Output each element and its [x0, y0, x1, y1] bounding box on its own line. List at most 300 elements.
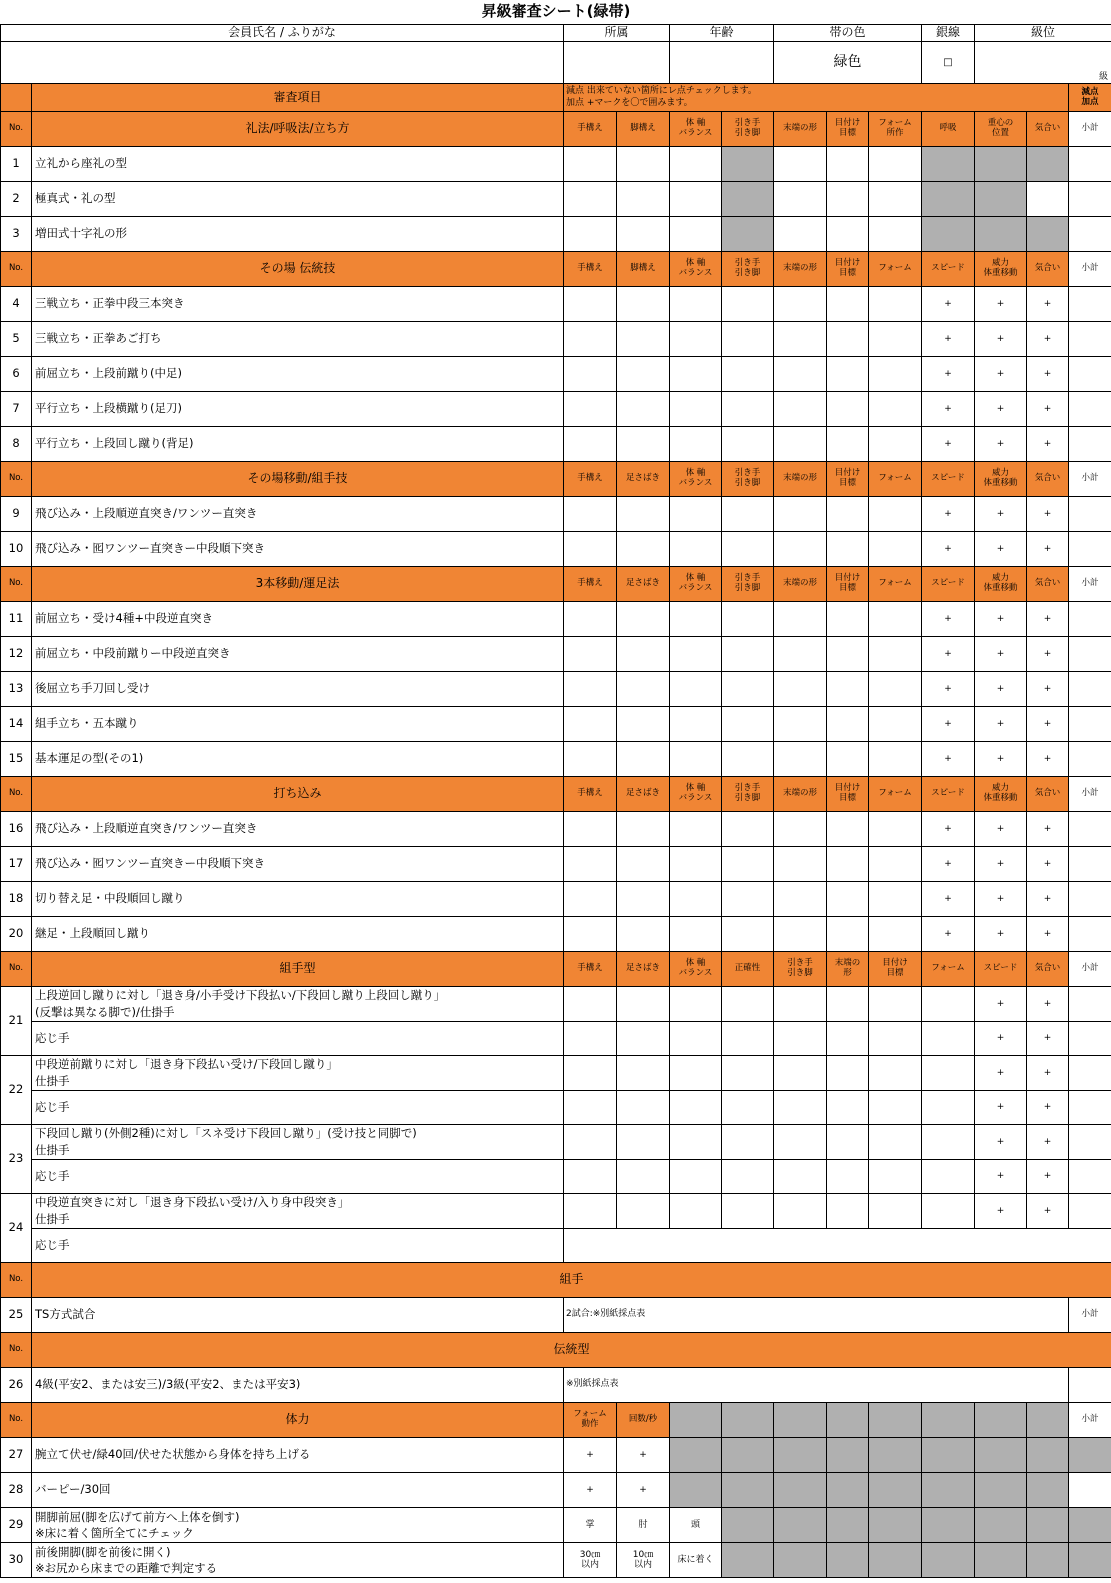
- score-cell[interactable]: [827, 1125, 869, 1160]
- subtotal-cell[interactable]: [1069, 1368, 1111, 1403]
- score-cell[interactable]: +: [975, 357, 1027, 392]
- score-cell[interactable]: [564, 392, 617, 427]
- score-cell[interactable]: +: [975, 707, 1027, 742]
- score-cell[interactable]: [774, 182, 827, 217]
- subtotal-cell[interactable]: [1069, 497, 1111, 532]
- score-cell[interactable]: [722, 707, 774, 742]
- score-cell[interactable]: [869, 812, 922, 847]
- age-field[interactable]: [670, 42, 774, 84]
- score-cell[interactable]: [617, 427, 670, 462]
- check-option[interactable]: 掌: [564, 1508, 617, 1543]
- exam-item: 飛び込み・上段順逆直突き/ワンツー直突き: [32, 497, 564, 532]
- score-cell[interactable]: [827, 987, 869, 1022]
- score-cell[interactable]: [869, 672, 922, 707]
- score-cell[interactable]: [827, 427, 869, 462]
- score-cell[interactable]: +: [922, 497, 975, 532]
- score-cell[interactable]: +: [975, 602, 1027, 637]
- score-cell[interactable]: [617, 882, 670, 917]
- score-cell[interactable]: [722, 1194, 774, 1229]
- score-cell[interactable]: [869, 497, 922, 532]
- score-cell[interactable]: [564, 1194, 617, 1229]
- score-cell[interactable]: [827, 147, 869, 182]
- score-cell[interactable]: [774, 1194, 827, 1229]
- score-cell[interactable]: +: [1027, 742, 1069, 777]
- score-cell[interactable]: [564, 217, 617, 252]
- score-cell[interactable]: [722, 742, 774, 777]
- score-cell[interactable]: [617, 1125, 670, 1160]
- score-cell[interactable]: +: [975, 742, 1027, 777]
- member-name-field[interactable]: [1, 42, 564, 84]
- subtotal-cell[interactable]: [1069, 1125, 1111, 1160]
- subtotal-cell[interactable]: [1069, 672, 1111, 707]
- score-cell[interactable]: [922, 1125, 975, 1160]
- score-cell[interactable]: [722, 987, 774, 1022]
- score-cell[interactable]: [564, 1091, 617, 1125]
- score-cell[interactable]: [722, 847, 774, 882]
- score-cell[interactable]: [869, 532, 922, 567]
- subtotal-cell[interactable]: [1069, 532, 1111, 567]
- score-cell[interactable]: +: [1027, 322, 1069, 357]
- score-cell[interactable]: +: [975, 812, 1027, 847]
- score-cell[interactable]: [617, 1194, 670, 1229]
- score-cell[interactable]: [827, 602, 869, 637]
- score-cell[interactable]: +: [922, 287, 975, 322]
- subtotal-cell[interactable]: [1069, 427, 1111, 462]
- score-cell[interactable]: +: [975, 1194, 1027, 1229]
- score-cell[interactable]: +: [922, 847, 975, 882]
- score-cell[interactable]: [617, 287, 670, 322]
- score-cell[interactable]: +: [975, 427, 1027, 462]
- score-cell[interactable]: [722, 1125, 774, 1160]
- disabled-cell: [722, 1508, 774, 1543]
- score-cell[interactable]: [1027, 182, 1069, 217]
- score-cell[interactable]: [827, 1091, 869, 1125]
- check-option[interactable]: 肘: [617, 1508, 670, 1543]
- score-cell[interactable]: [774, 882, 827, 917]
- score-cell[interactable]: [722, 427, 774, 462]
- score-cell[interactable]: [774, 147, 827, 182]
- score-cell[interactable]: +: [922, 917, 975, 952]
- score-cell[interactable]: +: [922, 602, 975, 637]
- score-cell[interactable]: [670, 1194, 722, 1229]
- score-cell[interactable]: [617, 672, 670, 707]
- score-cell[interactable]: +: [1027, 987, 1069, 1022]
- score-cell[interactable]: [617, 742, 670, 777]
- score-cell[interactable]: [670, 357, 722, 392]
- score-cell[interactable]: +: [1027, 812, 1069, 847]
- score-cell[interactable]: [617, 812, 670, 847]
- score-cell[interactable]: +: [922, 322, 975, 357]
- score-cell[interactable]: +: [564, 1438, 617, 1473]
- score-cell[interactable]: [564, 812, 617, 847]
- score-cell[interactable]: +: [1027, 672, 1069, 707]
- score-cell[interactable]: [774, 532, 827, 567]
- score-cell[interactable]: [564, 672, 617, 707]
- score-cell[interactable]: [670, 637, 722, 672]
- score-cell[interactable]: [670, 322, 722, 357]
- score-cell[interactable]: [617, 1022, 670, 1056]
- score-cell[interactable]: [827, 672, 869, 707]
- score-cell[interactable]: [827, 882, 869, 917]
- subtotal-cell[interactable]: [1069, 357, 1111, 392]
- score-cell[interactable]: [564, 147, 617, 182]
- score-cell[interactable]: [722, 392, 774, 427]
- score-cell[interactable]: [774, 1022, 827, 1056]
- score-cell[interactable]: [617, 217, 670, 252]
- subtotal-cell[interactable]: [1069, 392, 1111, 427]
- score-cell[interactable]: [722, 357, 774, 392]
- check-option[interactable]: 床に着く: [670, 1543, 722, 1578]
- score-cell[interactable]: [922, 1022, 975, 1056]
- score-cell[interactable]: [827, 707, 869, 742]
- score-cell[interactable]: +: [564, 1473, 617, 1508]
- subtotal-cell[interactable]: [1069, 287, 1111, 322]
- score-cell[interactable]: [922, 1194, 975, 1229]
- score-cell[interactable]: [670, 497, 722, 532]
- score-cell[interactable]: [670, 392, 722, 427]
- score-cell[interactable]: [670, 987, 722, 1022]
- score-cell[interactable]: [869, 882, 922, 917]
- affiliation-field[interactable]: [564, 42, 670, 84]
- score-cell[interactable]: [670, 1022, 722, 1056]
- score-cell[interactable]: [774, 1056, 827, 1091]
- subtotal-cell[interactable]: [1069, 1022, 1111, 1056]
- score-cell[interactable]: [670, 742, 722, 777]
- score-cell[interactable]: [774, 1091, 827, 1125]
- score-cell[interactable]: +: [975, 882, 1027, 917]
- subtotal-cell[interactable]: [1069, 147, 1111, 182]
- score-cell[interactable]: [774, 217, 827, 252]
- score-cell[interactable]: [670, 812, 722, 847]
- score-cell[interactable]: +: [922, 707, 975, 742]
- score-cell[interactable]: [827, 1056, 869, 1091]
- score-cell[interactable]: [827, 182, 869, 217]
- score-cell[interactable]: [774, 1125, 827, 1160]
- score-cell[interactable]: [564, 182, 617, 217]
- score-cell[interactable]: +: [1027, 602, 1069, 637]
- score-cell[interactable]: [774, 637, 827, 672]
- score-cell[interactable]: [869, 1091, 922, 1125]
- score-cell[interactable]: [722, 532, 774, 567]
- score-cell[interactable]: [564, 1125, 617, 1160]
- score-cell[interactable]: [869, 182, 922, 217]
- score-cell[interactable]: +: [1027, 1160, 1069, 1194]
- score-cell[interactable]: +: [1027, 1022, 1069, 1056]
- score-cell[interactable]: [670, 287, 722, 322]
- score-cell[interactable]: [617, 917, 670, 952]
- score-cell[interactable]: [722, 1160, 774, 1194]
- score-cell[interactable]: +: [1027, 287, 1069, 322]
- score-cell[interactable]: [869, 1022, 922, 1056]
- score-cell[interactable]: [617, 602, 670, 637]
- score-cell[interactable]: [922, 1091, 975, 1125]
- score-cell[interactable]: [774, 847, 827, 882]
- score-cell[interactable]: +: [1027, 427, 1069, 462]
- score-cell[interactable]: [922, 987, 975, 1022]
- score-cell[interactable]: [827, 812, 869, 847]
- score-cell[interactable]: [670, 182, 722, 217]
- score-cell[interactable]: +: [975, 322, 1027, 357]
- score-cell[interactable]: +: [1027, 1056, 1069, 1091]
- score-cell[interactable]: [869, 987, 922, 1022]
- score-cell[interactable]: [617, 147, 670, 182]
- subtotal-cell[interactable]: [1069, 217, 1111, 252]
- score-cell[interactable]: +: [975, 637, 1027, 672]
- subtotal-cell[interactable]: [1069, 1160, 1111, 1194]
- score-cell[interactable]: [774, 812, 827, 847]
- score-cell[interactable]: [869, 287, 922, 322]
- score-cell[interactable]: [774, 322, 827, 357]
- score-cell[interactable]: [670, 1160, 722, 1194]
- score-cell[interactable]: [869, 1125, 922, 1160]
- score-cell[interactable]: [869, 602, 922, 637]
- score-cell[interactable]: +: [1027, 357, 1069, 392]
- subtotal-cell[interactable]: [1069, 1056, 1111, 1091]
- score-cell[interactable]: [827, 742, 869, 777]
- score-cell[interactable]: [827, 1160, 869, 1194]
- score-cell[interactable]: +: [1027, 882, 1069, 917]
- score-cell[interactable]: [774, 357, 827, 392]
- score-cell[interactable]: [670, 917, 722, 952]
- subtotal-cell[interactable]: [1069, 812, 1111, 847]
- subtotal-cell[interactable]: [1069, 917, 1111, 952]
- score-cell[interactable]: [827, 392, 869, 427]
- score-cell[interactable]: [670, 672, 722, 707]
- score-cell[interactable]: +: [1027, 707, 1069, 742]
- score-cell[interactable]: +: [922, 812, 975, 847]
- subtotal-cell[interactable]: [1069, 1194, 1111, 1229]
- score-cell[interactable]: [617, 182, 670, 217]
- score-cell[interactable]: [670, 1125, 722, 1160]
- subtotal-cell: [1069, 1438, 1111, 1473]
- score-cell[interactable]: [670, 602, 722, 637]
- score-cell[interactable]: [722, 637, 774, 672]
- score-cell[interactable]: [722, 917, 774, 952]
- criteria-header: 引き手 引き脚: [774, 952, 827, 987]
- score-cell[interactable]: [617, 497, 670, 532]
- subtotal-cell[interactable]: [1069, 602, 1111, 637]
- score-cell[interactable]: +: [975, 392, 1027, 427]
- score-cell[interactable]: [869, 1056, 922, 1091]
- score-cell[interactable]: [869, 1194, 922, 1229]
- score-cell[interactable]: +: [975, 672, 1027, 707]
- score-cell[interactable]: [722, 672, 774, 707]
- score-cell[interactable]: [564, 707, 617, 742]
- check-option[interactable]: 10㎝ 以内: [617, 1543, 670, 1578]
- score-cell[interactable]: [722, 322, 774, 357]
- score-cell[interactable]: [869, 847, 922, 882]
- score-cell[interactable]: [827, 287, 869, 322]
- score-cell[interactable]: [827, 217, 869, 252]
- score-cell[interactable]: +: [975, 1125, 1027, 1160]
- score-cell[interactable]: [869, 917, 922, 952]
- score-cell[interactable]: [564, 987, 617, 1022]
- score-cell[interactable]: [564, 322, 617, 357]
- subtotal-cell[interactable]: [1069, 847, 1111, 882]
- score-cell[interactable]: [564, 917, 617, 952]
- score-cell[interactable]: [617, 1056, 670, 1091]
- score-cell[interactable]: [564, 427, 617, 462]
- score-cell[interactable]: +: [975, 1160, 1027, 1194]
- row-number: 28: [1, 1473, 32, 1508]
- score-cell[interactable]: [827, 847, 869, 882]
- score-cell[interactable]: [670, 427, 722, 462]
- score-cell[interactable]: [869, 392, 922, 427]
- score-cell[interactable]: [617, 322, 670, 357]
- score-cell[interactable]: +: [1027, 497, 1069, 532]
- score-cell[interactable]: [617, 392, 670, 427]
- subtotal-cell[interactable]: [1069, 987, 1111, 1022]
- score-cell[interactable]: [869, 637, 922, 672]
- subtotal-cell[interactable]: [1069, 742, 1111, 777]
- score-cell[interactable]: [827, 357, 869, 392]
- score-cell[interactable]: [722, 882, 774, 917]
- score-cell[interactable]: [869, 742, 922, 777]
- score-cell[interactable]: +: [975, 287, 1027, 322]
- score-cell[interactable]: +: [617, 1438, 670, 1473]
- subtotal-cell[interactable]: [1069, 182, 1111, 217]
- score-cell[interactable]: [774, 1160, 827, 1194]
- score-cell[interactable]: +: [975, 847, 1027, 882]
- score-cell[interactable]: [722, 1091, 774, 1125]
- score-cell[interactable]: [670, 147, 722, 182]
- score-cell[interactable]: [617, 1091, 670, 1125]
- subtotal-cell[interactable]: [1069, 322, 1111, 357]
- subtotal-cell[interactable]: [1069, 882, 1111, 917]
- score-cell[interactable]: +: [975, 497, 1027, 532]
- score-cell[interactable]: +: [922, 427, 975, 462]
- score-cell[interactable]: [722, 602, 774, 637]
- score-cell[interactable]: [869, 427, 922, 462]
- score-cell[interactable]: +: [975, 917, 1027, 952]
- score-cell[interactable]: [774, 497, 827, 532]
- score-cell[interactable]: [869, 707, 922, 742]
- score-cell[interactable]: [564, 602, 617, 637]
- no-header: No.: [1, 112, 32, 147]
- subtotal-cell[interactable]: [1069, 707, 1111, 742]
- score-cell[interactable]: +: [1027, 847, 1069, 882]
- check-option[interactable]: 頭: [670, 1508, 722, 1543]
- silver-line-checkbox[interactable]: □: [922, 42, 975, 84]
- score-cell[interactable]: [774, 672, 827, 707]
- score-cell[interactable]: [564, 532, 617, 567]
- score-cell[interactable]: [617, 532, 670, 567]
- score-cell[interactable]: +: [1027, 1091, 1069, 1125]
- subtotal-cell[interactable]: [1069, 1091, 1111, 1125]
- score-cell[interactable]: [670, 847, 722, 882]
- score-cell[interactable]: [827, 637, 869, 672]
- score-cell[interactable]: [827, 497, 869, 532]
- score-cell[interactable]: +: [975, 1022, 1027, 1056]
- subtotal-cell[interactable]: [1069, 1473, 1111, 1508]
- score-cell[interactable]: [827, 322, 869, 357]
- score-cell[interactable]: [564, 637, 617, 672]
- score-cell[interactable]: [869, 147, 922, 182]
- score-cell[interactable]: [670, 532, 722, 567]
- score-cell[interactable]: [869, 357, 922, 392]
- rank-field[interactable]: [975, 42, 1111, 84]
- subtotal-cell[interactable]: [1069, 637, 1111, 672]
- score-cell[interactable]: [869, 217, 922, 252]
- score-cell[interactable]: [722, 1056, 774, 1091]
- score-cell[interactable]: [670, 217, 722, 252]
- score-cell[interactable]: [774, 602, 827, 637]
- score-cell[interactable]: [617, 707, 670, 742]
- score-cell[interactable]: +: [1027, 1125, 1069, 1160]
- score-cell[interactable]: [722, 287, 774, 322]
- score-cell[interactable]: [617, 1160, 670, 1194]
- score-cell[interactable]: [722, 497, 774, 532]
- score-cell[interactable]: +: [922, 742, 975, 777]
- score-cell[interactable]: [617, 357, 670, 392]
- score-cell[interactable]: [617, 847, 670, 882]
- score-cell[interactable]: [922, 1160, 975, 1194]
- score-cell[interactable]: [922, 1056, 975, 1091]
- score-cell[interactable]: +: [922, 637, 975, 672]
- score-cell[interactable]: [670, 882, 722, 917]
- score-cell[interactable]: [564, 1022, 617, 1056]
- score-cell[interactable]: [827, 1022, 869, 1056]
- score-cell[interactable]: +: [922, 672, 975, 707]
- score-cell[interactable]: [774, 287, 827, 322]
- score-cell[interactable]: [564, 357, 617, 392]
- score-cell[interactable]: [564, 497, 617, 532]
- score-cell[interactable]: [564, 287, 617, 322]
- score-cell[interactable]: [774, 917, 827, 952]
- score-cell[interactable]: [774, 987, 827, 1022]
- score-cell[interactable]: [827, 532, 869, 567]
- score-cell[interactable]: [564, 847, 617, 882]
- score-cell[interactable]: [564, 1056, 617, 1091]
- check-option[interactable]: 30㎝ 以内: [564, 1543, 617, 1578]
- criteria-header: 手構え: [564, 252, 617, 287]
- score-cell[interactable]: [774, 707, 827, 742]
- criteria-header: 足さばき: [617, 952, 670, 987]
- score-cell[interactable]: +: [1027, 1194, 1069, 1229]
- score-cell[interactable]: +: [922, 882, 975, 917]
- score-cell[interactable]: +: [975, 1056, 1027, 1091]
- score-cell[interactable]: [670, 1091, 722, 1125]
- score-cell[interactable]: [564, 882, 617, 917]
- score-cell[interactable]: [774, 427, 827, 462]
- score-cell[interactable]: [774, 742, 827, 777]
- score-cell[interactable]: +: [922, 357, 975, 392]
- score-cell[interactable]: +: [975, 987, 1027, 1022]
- score-cell[interactable]: [869, 322, 922, 357]
- score-cell[interactable]: [670, 1056, 722, 1091]
- score-cell[interactable]: +: [922, 532, 975, 567]
- score-cell[interactable]: +: [922, 392, 975, 427]
- score-cell[interactable]: [564, 742, 617, 777]
- score-cell[interactable]: [722, 1022, 774, 1056]
- score-cell[interactable]: [827, 1194, 869, 1229]
- score-cell[interactable]: [564, 1160, 617, 1194]
- score-cell[interactable]: +: [975, 532, 1027, 567]
- score-cell[interactable]: +: [617, 1473, 670, 1508]
- score-cell[interactable]: [774, 392, 827, 427]
- score-cell[interactable]: [617, 987, 670, 1022]
- score-cell[interactable]: [827, 917, 869, 952]
- score-cell[interactable]: +: [1027, 532, 1069, 567]
- score-cell[interactable]: +: [1027, 392, 1069, 427]
- score-cell[interactable]: [722, 812, 774, 847]
- score-cell[interactable]: [869, 1160, 922, 1194]
- score-cell[interactable]: [670, 707, 722, 742]
- score-cell[interactable]: +: [975, 1091, 1027, 1125]
- score-cell[interactable]: +: [1027, 637, 1069, 672]
- score-cell[interactable]: +: [1027, 917, 1069, 952]
- score-cell[interactable]: [617, 637, 670, 672]
